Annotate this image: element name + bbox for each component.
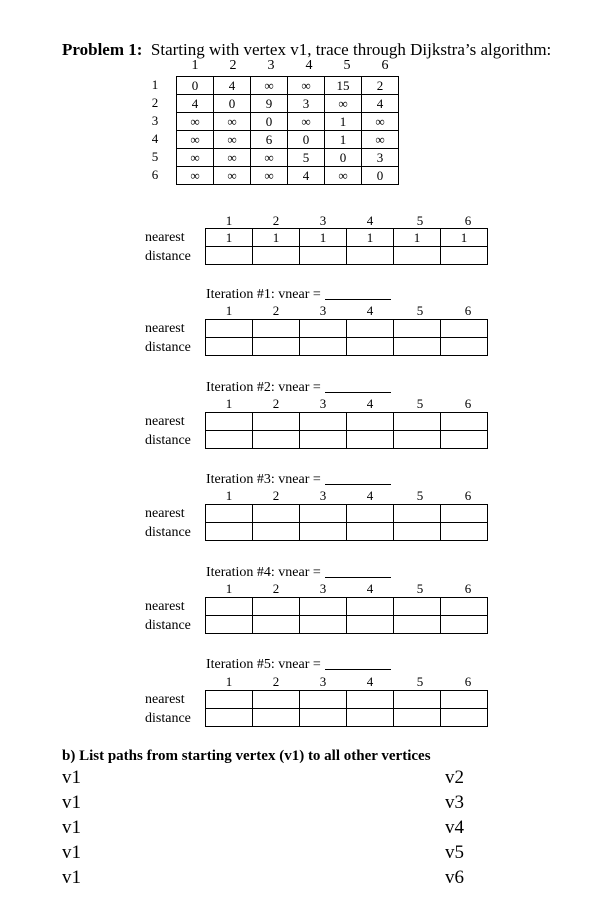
distance-cell[interactable] [206,247,253,265]
matrix-cell: 15 [325,77,362,95]
matrix-row [177,149,399,167]
iteration-col-header: 6 [464,674,472,689]
iteration-title: Iteration #2: vnear = [206,380,391,396]
iteration-table [205,504,488,541]
iteration-col-header: 5 [416,303,424,318]
matrix-cell: 0 [251,113,288,131]
matrix-cell: ∞ [325,167,362,185]
path-from: v1 [62,842,81,863]
distance-cell[interactable] [441,616,488,634]
distance-cell[interactable] [394,523,441,541]
distance-cell[interactable] [253,431,300,449]
matrix-cell: ∞ [325,95,362,113]
iteration-col-header: 1 [225,581,233,596]
matrix-cell: 9 [251,95,288,113]
path-from: v1 [62,767,81,788]
nearest-cell[interactable] [206,598,253,616]
distance-cell[interactable] [394,616,441,634]
matrix-cell: 4 [362,95,399,113]
iteration-col-header: 3 [319,396,327,411]
nearest-cell[interactable] [441,505,488,523]
nearest-row [206,505,488,523]
matrix-cell: 4 [177,95,214,113]
nearest-cell[interactable] [300,320,347,338]
nearest-cell[interactable] [441,320,488,338]
distance-row [206,523,488,541]
matrix-row-header: 3 [151,113,159,128]
matrix-cell: ∞ [214,113,251,131]
matrix-col-header: 6 [381,58,389,73]
path-to: v4 [445,817,464,838]
iteration-col-header: 4 [366,303,374,318]
matrix-cell: ∞ [251,77,288,95]
nearest-label: nearest [145,230,185,245]
iteration-col-header: 6 [464,581,472,596]
matrix-cell: 0 [362,167,399,185]
nearest-cell[interactable] [300,505,347,523]
distance-row [206,709,488,727]
distance-label: distance [145,433,191,448]
iteration-col-header: 2 [272,303,280,318]
distance-cell[interactable] [347,616,394,634]
distance-cell[interactable] [300,709,347,727]
iteration-col-header: 5 [416,581,424,596]
iteration-col-header: 1 [225,488,233,503]
initial-col-header: 4 [366,213,374,228]
iteration-title: Iteration #1: vnear = [206,287,391,303]
distance-cell[interactable] [394,338,441,356]
initial-col-header: 5 [416,213,424,228]
nearest-cell[interactable] [394,598,441,616]
vnear-blank[interactable] [325,484,391,485]
iteration-col-header: 5 [416,674,424,689]
iteration-col-header: 3 [319,488,327,503]
path-from: v1 [62,867,81,888]
distance-cell[interactable] [253,616,300,634]
matrix-row [177,113,399,131]
matrix-cell: 0 [325,149,362,167]
iteration-table [205,319,488,356]
problem-text: Starting with vertex v1, trace through Dijkstra’s algorithm: [150,40,552,59]
problem-title [62,40,551,60]
matrix-col-header: 3 [267,58,275,73]
nearest-label: nearest [145,414,185,429]
distance-cell[interactable] [253,523,300,541]
distance-cell[interactable] [206,709,253,727]
matrix-cell: ∞ [177,113,214,131]
nearest-row [206,598,488,616]
matrix-cell: ∞ [177,167,214,185]
initial-table [205,228,488,265]
iteration-col-header: 2 [272,396,280,411]
distance-label: distance [145,711,191,726]
distance-cell[interactable] [347,247,394,265]
distance-row [206,616,488,634]
matrix-row-header: 5 [151,149,159,164]
vnear-blank[interactable] [325,669,391,670]
iteration-col-header: 4 [366,396,374,411]
nearest-cell[interactable] [394,691,441,709]
nearest-cell[interactable] [253,320,300,338]
matrix-cell: 0 [177,77,214,95]
nearest-label: nearest [145,599,185,614]
matrix-row [177,77,399,95]
iteration-col-header: 1 [225,303,233,318]
matrix-cell: 3 [362,149,399,167]
matrix-row [177,131,399,149]
matrix-cell: 6 [251,131,288,149]
vnear-blank[interactable] [325,299,391,300]
matrix-cell: 3 [288,95,325,113]
nearest-row [206,320,488,338]
nearest-cell[interactable] [347,505,394,523]
nearest-cell[interactable] [394,320,441,338]
iteration-col-header: 1 [225,674,233,689]
distance-cell[interactable] [206,431,253,449]
nearest-cell[interactable] [441,691,488,709]
distance-cell[interactable] [441,709,488,727]
iteration-table [205,597,488,634]
nearest-cell[interactable]: 1 [394,229,441,247]
nearest-cell[interactable]: 1 [347,229,394,247]
distance-row [206,338,488,356]
iteration-table [205,690,488,727]
matrix-cell: ∞ [362,131,399,149]
initial-col-header: 3 [319,213,327,228]
matrix-col-header: 1 [191,58,199,73]
distance-cell[interactable] [206,523,253,541]
nearest-cell[interactable] [253,505,300,523]
nearest-cell[interactable] [253,691,300,709]
iteration-title: Iteration #5: vnear = [206,657,391,673]
iteration-table [205,412,488,449]
distance-cell[interactable] [347,338,394,356]
distance-label: distance [145,249,191,264]
distance-cell[interactable] [441,247,488,265]
iteration-col-header: 3 [319,674,327,689]
vnear-blank[interactable] [325,392,391,393]
distance-cell[interactable] [206,338,253,356]
matrix-cell: ∞ [177,149,214,167]
problem-label: Problem 1: [62,40,143,59]
matrix-cell: 0 [288,131,325,149]
iteration-col-header: 4 [366,488,374,503]
matrix-cell: ∞ [362,113,399,131]
iteration-col-header: 3 [319,581,327,596]
nearest-cell[interactable] [300,598,347,616]
matrix-col-header: 2 [229,58,237,73]
distance-cell[interactable] [347,431,394,449]
matrix-row-header: 1 [151,77,159,92]
nearest-cell[interactable] [441,598,488,616]
matrix-cell: 4 [288,167,325,185]
matrix-cell: ∞ [251,149,288,167]
nearest-cell[interactable] [206,691,253,709]
matrix-cell: 1 [325,113,362,131]
distance-label: distance [145,618,191,633]
matrix-row-header: 4 [151,131,159,146]
distance-cell[interactable] [441,523,488,541]
nearest-cell[interactable] [347,598,394,616]
iteration-title: Iteration #3: vnear = [206,472,391,488]
distance-cell[interactable] [347,523,394,541]
path-from: v1 [62,792,81,813]
iteration-col-header: 2 [272,581,280,596]
path-to: v2 [445,767,464,788]
iteration-col-header: 2 [272,488,280,503]
distance-cell[interactable] [394,431,441,449]
part-b-title: b) List paths from starting vertex (v1) to all other vertices [62,748,431,764]
matrix-cell: ∞ [288,77,325,95]
distance-cell[interactable] [347,709,394,727]
nearest-cell[interactable] [300,413,347,431]
nearest-cell[interactable] [206,320,253,338]
nearest-label: nearest [145,321,185,336]
distance-cell[interactable] [394,247,441,265]
distance-cell[interactable] [253,709,300,727]
iteration-col-header: 6 [464,396,472,411]
nearest-cell[interactable]: 1 [441,229,488,247]
matrix-row [177,95,399,113]
matrix-cell: 1 [325,131,362,149]
matrix-cell: ∞ [251,167,288,185]
matrix-col-header: 5 [343,58,351,73]
distance-cell[interactable] [300,616,347,634]
nearest-cell[interactable] [394,413,441,431]
nearest-row [206,413,488,431]
initial-col-header: 2 [272,213,280,228]
iteration-col-header: 2 [272,674,280,689]
matrix-cell: 2 [362,77,399,95]
path-from: v1 [62,817,81,838]
distance-cell[interactable] [441,338,488,356]
path-to: v6 [445,867,464,888]
iteration-col-header: 5 [416,488,424,503]
matrix-row [177,167,399,185]
distance-cell[interactable] [300,523,347,541]
distance-label: distance [145,340,191,355]
nearest-row [206,229,488,247]
nearest-cell[interactable] [347,320,394,338]
matrix-cell: ∞ [214,149,251,167]
distance-cell[interactable] [300,247,347,265]
nearest-cell[interactable] [253,413,300,431]
matrix-cell: ∞ [288,113,325,131]
nearest-cell[interactable]: 1 [253,229,300,247]
matrix-cell: 0 [214,95,251,113]
iteration-title: Iteration #4: vnear = [206,565,391,581]
matrix-cell: 5 [288,149,325,167]
nearest-row [206,691,488,709]
matrix-cell: ∞ [214,167,251,185]
iteration-col-header: 5 [416,396,424,411]
matrix-row-header: 6 [151,167,159,182]
nearest-cell[interactable] [206,505,253,523]
nearest-cell[interactable] [441,413,488,431]
adjacency-matrix [176,76,399,185]
nearest-label: nearest [145,692,185,707]
distance-row [206,431,488,449]
nearest-cell[interactable] [347,413,394,431]
matrix-row-header: 2 [151,95,159,110]
vnear-blank[interactable] [325,577,391,578]
distance-cell[interactable] [206,616,253,634]
iteration-col-header: 6 [464,488,472,503]
nearest-cell[interactable] [347,691,394,709]
distance-cell[interactable] [300,338,347,356]
distance-cell[interactable] [300,431,347,449]
iteration-col-header: 1 [225,396,233,411]
matrix-cell: ∞ [177,131,214,149]
matrix-col-header: 4 [305,58,313,73]
distance-cell[interactable] [394,709,441,727]
distance-label: distance [145,525,191,540]
distance-cell[interactable] [441,431,488,449]
nearest-cell[interactable]: 1 [300,229,347,247]
distance-cell[interactable] [253,247,300,265]
iteration-col-header: 3 [319,303,327,318]
iteration-col-header: 4 [366,581,374,596]
iteration-col-header: 6 [464,303,472,318]
iteration-col-header: 4 [366,674,374,689]
nearest-cell[interactable]: 1 [206,229,253,247]
nearest-cell[interactable] [253,598,300,616]
nearest-cell[interactable] [300,691,347,709]
distance-cell[interactable] [253,338,300,356]
initial-col-header: 6 [464,213,472,228]
initial-col-header: 1 [225,213,233,228]
distance-row [206,247,488,265]
nearest-cell[interactable] [206,413,253,431]
path-to: v5 [445,842,464,863]
matrix-cell: ∞ [214,131,251,149]
matrix-cell: 4 [214,77,251,95]
path-to: v3 [445,792,464,813]
nearest-cell[interactable] [394,505,441,523]
nearest-label: nearest [145,506,185,521]
